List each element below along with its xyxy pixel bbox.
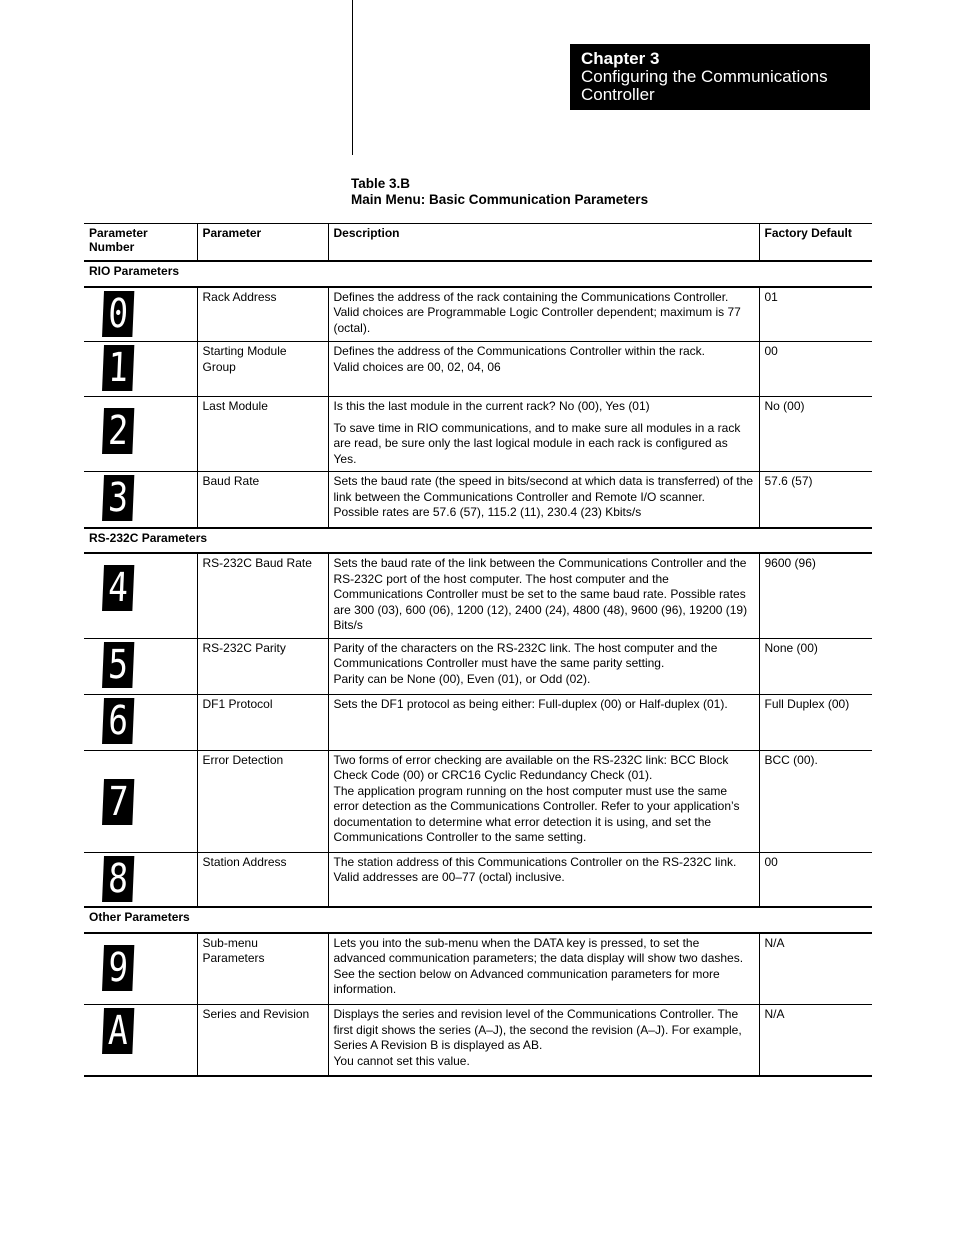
parameter-name: Starting Module Group [197, 342, 328, 397]
column-header-description: Description [328, 224, 759, 262]
led-digit-display: A [102, 1008, 134, 1054]
table-row [84, 638, 872, 694]
parameter-name: Error Detection [197, 750, 328, 852]
led-digit-display: 0 [102, 291, 134, 337]
parameter-number-cell [84, 750, 197, 852]
parameter-description [328, 472, 759, 528]
parameter-name: Sub-menu Parameters [197, 933, 328, 1005]
led-digit-display: 5 [102, 642, 134, 688]
parameter-description [328, 397, 759, 472]
led-digit-display: 3 [102, 475, 134, 521]
description-paragraph: Sets the baud rate (the speed in bits/second at which data is transferred) of the link between the Communications Controller and Remote I/O scanner. Possible rates are 57.6 (57), 115.2 (11), 230.4 (23) Kbits/s [333, 474, 754, 519]
column-header-parameter: Parameter [197, 224, 328, 262]
parameter-description [328, 694, 759, 750]
factory-default: 00 [759, 342, 872, 397]
parameters-table [84, 223, 872, 1077]
factory-default: BCC (00). [759, 750, 872, 852]
parameter-number-cell [84, 397, 197, 472]
table-row [84, 553, 872, 638]
description-paragraph: Sets the DF1 protocol as being either: Full-duplex (00) or Half-duplex (01). [333, 696, 728, 711]
chapter-title-line2: Controller [581, 85, 655, 104]
table-row [84, 1005, 872, 1076]
parameter-name: Station Address [197, 852, 328, 907]
factory-default: N/A [759, 933, 872, 1005]
parameter-number-cell [84, 933, 197, 1005]
chapter-title-line1: Configuring the Communications [581, 67, 828, 86]
led-digit-display: 9 [102, 945, 134, 991]
table-row [84, 342, 872, 397]
factory-default: 57.6 (57) [759, 472, 872, 528]
description-paragraph: The station address of this Communications Controller on the RS-232C link. Valid addresses are 00–77 (octal) inclusive. [333, 854, 737, 884]
parameter-description [328, 553, 759, 638]
column-header-default: Factory Default [759, 224, 872, 262]
factory-default: 01 [759, 287, 872, 342]
led-digit-display: 2 [102, 408, 134, 454]
table-row [84, 750, 872, 852]
table-body [84, 261, 872, 1076]
column-header-number [84, 224, 197, 262]
parameter-name: Rack Address [197, 287, 328, 342]
margin-rule [352, 0, 353, 155]
factory-default: 9600 (96) [759, 553, 872, 638]
section-row-rio [84, 261, 872, 287]
description-paragraph: To save time in RIO communications, and to make sure all modules in a rack are read, be sure only the last logical module in each rack is configured as Yes. [333, 420, 741, 466]
parameter-description [328, 638, 759, 694]
parameter-number-cell [84, 852, 197, 907]
section-title: RIO Parameters [84, 261, 872, 287]
table-row [84, 287, 872, 342]
table-row [84, 694, 872, 750]
parameter-number-cell [84, 472, 197, 528]
section-title: RS-232C Parameters [84, 528, 872, 554]
parameter-description [328, 750, 759, 852]
section-title: Other Parameters [84, 907, 872, 933]
factory-default: Full Duplex (00) [759, 694, 872, 750]
factory-default: N/A [759, 1005, 872, 1076]
parameter-description [328, 342, 759, 397]
parameter-name: DF1 Protocol [197, 694, 328, 750]
parameter-description [328, 852, 759, 907]
description-paragraph: Displays the series and revision level of the Communications Controller. The first digit shows the series (A–J), the second the revision (A–J). For example, Series A Revision B is displayed as AB. You cannot set this value. [333, 1007, 742, 1068]
description-paragraph: Defines the address of the rack containing the Communications Controller. Valid choices are Programmable Logic Controller dependent; maximum is 77 (octal). [333, 289, 741, 335]
section-row-rs232 [84, 528, 872, 554]
parameter-name: Last Module [197, 397, 328, 472]
parameter-description [328, 1005, 759, 1076]
factory-default: No (00) [759, 397, 872, 472]
parameter-name: Baud Rate [197, 472, 328, 528]
description-paragraph: Lets you into the sub-menu when the DATA key is pressed, to set the advanced communication parameters; the data display will show two dashes. See the section below on Advanced communication parameters for more information. [333, 935, 744, 996]
table-number: Table 3.B [351, 176, 411, 191]
table-row [84, 852, 872, 907]
factory-default: None (00) [759, 638, 872, 694]
section-row-other [84, 907, 872, 933]
description-paragraph: Parity of the characters on the RS-232C link. The host computer and the Communications Controller must have the same parity setting. Parity can be None (00), Even (01), or Odd (02). [333, 640, 718, 686]
parameter-name: RS-232C Baud Rate [197, 553, 328, 638]
table-caption [351, 176, 648, 208]
table-row [84, 933, 872, 1005]
description-paragraph: Sets the baud rate of the link between the Communications Controller and the RS-232C port of the host computer. The host computer and the Communications Controller must be set to the same baud rate. Possible rates are 300 (03), 600 (06), 1200 (12), 2400 (24), 4800 (48), 9600 (96), 19200 (19) Bits/s [333, 556, 748, 632]
chapter-header [570, 44, 870, 110]
led-digit-display: 7 [102, 779, 134, 825]
parameter-number-cell [84, 638, 197, 694]
table-title: Main Menu: Basic Communication Parameters [351, 192, 649, 207]
factory-default: 00 [759, 852, 872, 907]
table-header-row [84, 224, 872, 262]
parameter-number-cell [84, 342, 197, 397]
column-header-number-line1: Parameter [89, 226, 148, 240]
led-digit-display: 4 [102, 565, 134, 611]
table-row [84, 472, 872, 528]
led-digit-display: 6 [102, 698, 134, 744]
table-row [84, 397, 872, 472]
parameter-description [328, 287, 759, 342]
parameter-description [328, 933, 759, 1005]
led-digit-display: 8 [102, 856, 134, 902]
description-paragraph: Is this the last module in the current rack? No (00), Yes (01) [333, 399, 650, 413]
parameter-number-cell [84, 287, 197, 342]
description-paragraph: Two forms of error checking are available on the RS-232C link: BCC Block Check Code (00) or CRC16 Cyclic Redundancy Check (01). The application program running on the host computer must use the same error detection as the Communications Controller. Refer to your application’s documentation to determine what error detection it is using, and set the Communications Controller to the same setting. [333, 752, 740, 844]
led-digit-display: 1 [102, 345, 134, 391]
parameter-name: Series and Revision [197, 1005, 328, 1076]
description-paragraph: Defines the address of the Communications Controller within the rack. Valid choices are 00, 02, 04, 06 [333, 344, 706, 374]
column-header-number-line2: Number [89, 240, 135, 254]
parameter-number-cell [84, 1005, 197, 1076]
chapter-number: Chapter 3 [581, 49, 660, 68]
parameter-number-cell [84, 694, 197, 750]
parameter-number-cell [84, 553, 197, 638]
parameter-name: RS-232C Parity [197, 638, 328, 694]
